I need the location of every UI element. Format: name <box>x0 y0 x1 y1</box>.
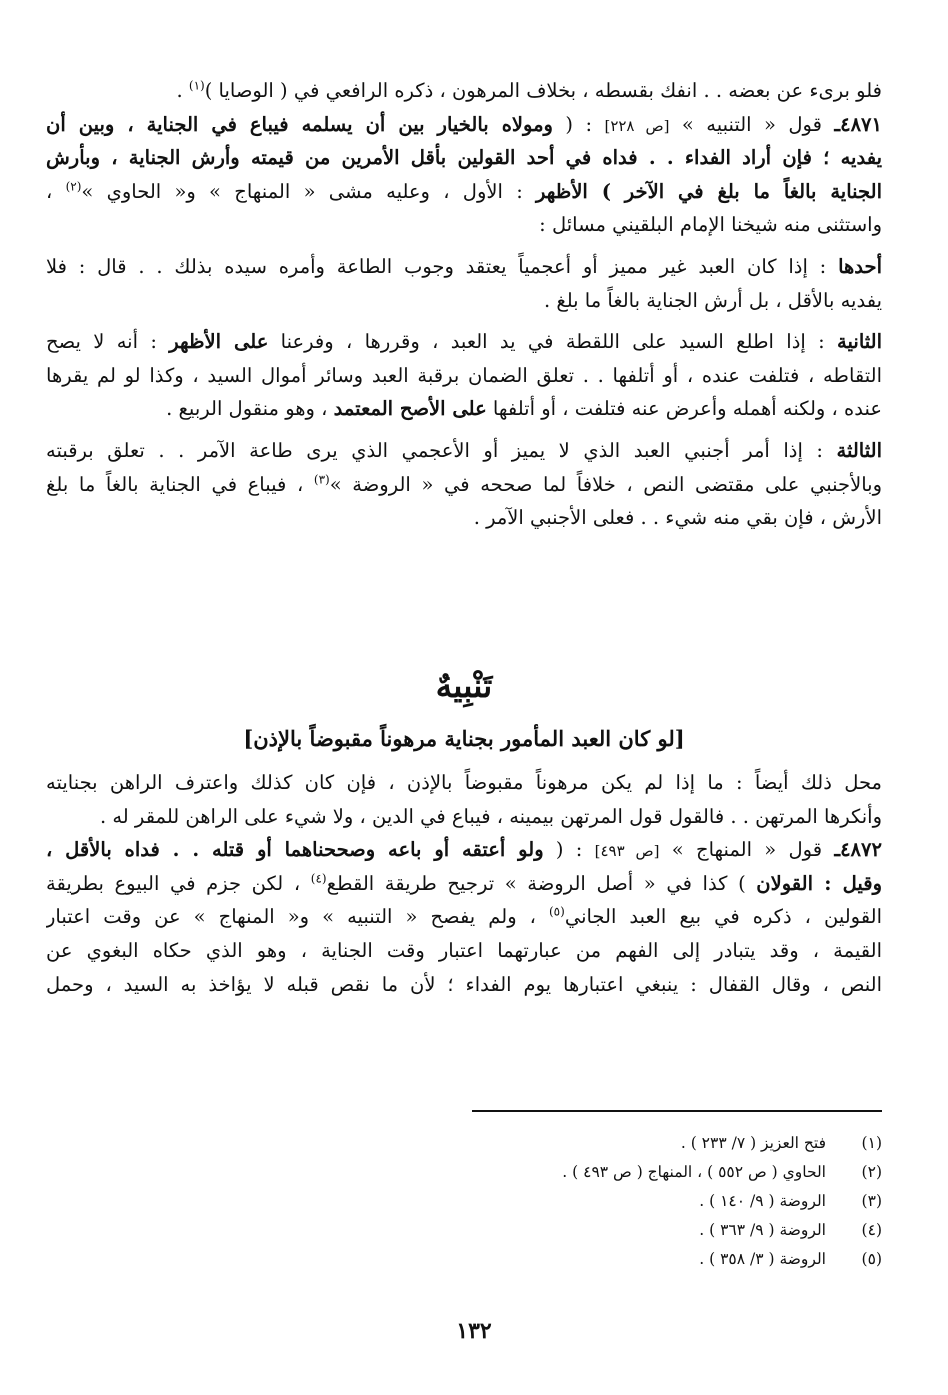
footnote-divider <box>472 1110 882 1112</box>
footnote-number: (١) <box>861 1133 882 1152</box>
footnote <box>300 1186 882 1215</box>
page-reference: [ص ٢٢٨] <box>604 116 670 135</box>
section-subheading: [لو كان العبد المأمور بجناية مرهوناً مقبوضاً بالإذن] <box>243 726 685 751</box>
paragraph-line: وبالأجنبي على مقتضى النص ، خلافاً لما صححه في « الروضة »$^{(٣)}$ ، فيباع في الجناية بالغاً ما بلغ <box>46 472 882 496</box>
paragraph-line: التقاطه ، فتلفت عنده ، أو أتلفها . . تعلق الضمان برقبة العبد وسائر أموال السيد ، وكذا لو لم يقرها <box>46 363 882 387</box>
page-number: ١٣٢ <box>456 1318 492 1344</box>
paragraph-line: يفديه بالأقل ، بل أرش الجناية بالغاً ما بلغ . <box>543 288 882 312</box>
footnote-text: الحاوي ( ص ٥٥٢ ) ، المنهاج ( ص ٤٩٣ ) . <box>562 1162 826 1181</box>
paragraph-line: واستثنى منه شيخنا الإمام البلقيني مسائل : <box>539 213 882 237</box>
footnote-ref[interactable]: (١) <box>188 78 205 93</box>
footnote-text: الروضة ( ٣/ ٣٥٨ ) . <box>699 1249 826 1268</box>
footnote-ref[interactable]: (٤) <box>310 871 327 886</box>
page-reference: [ص ٤٩٣] <box>594 842 660 861</box>
footnote <box>300 1157 882 1186</box>
footnote-ref[interactable]: (٥) <box>548 904 565 919</box>
paragraph-line: وقيل : القولان ) كذا في « أصل الروضة » ترجيح طريقة القطع$^{(٤)}$ ، لكن جزم في البيوع بطريقة <box>46 871 882 895</box>
footnote-ref[interactable]: (٢) <box>65 179 82 194</box>
footnote-number: (٣) <box>861 1191 882 1210</box>
paragraph-line: محل ذلك أيضاً : ما إذا لم يكن مرهوناً مقبوضاً بالإذن ، فإن كان كذلك واعترف الراهن بجنايته <box>46 771 882 794</box>
paragraph-line: الثانية : إذا اطلع السيد على اللقطة في يد العبد ، وقررها ، وفرعنا على الأظهر : أنه لا يصح <box>46 330 882 354</box>
paragraph-line: فلو برىء عن بعضه . . انفك بقسطه ، بخلاف المرهون ، ذكره الرافعي في ( الوصايا )$^{(١)}$ . <box>176 78 882 102</box>
paragraph-line: وأنكرها المرتهن . . فالقول قول المرتهن بيمينه ، فيباع في الدين ، ولا شيء على الراهن للمقر له . <box>99 804 882 828</box>
footnote <box>300 1244 882 1273</box>
paragraph-line: عنده ، ولكنه أهمله وأعرض عنه فتلفت ، أو أتلفها على الأصح المعتمد ، وهو منقول الربيع . <box>166 397 882 421</box>
footnote-text: الروضة ( ٩/ ٣٦٣ ) . <box>699 1220 826 1239</box>
paragraph-line: أحدها : إذا كان العبد غير مميز أو أعجمياً يعتقد وجوب الطاعة وأمره سيده بذلك . . قال : فلا <box>46 254 882 278</box>
paragraph-line: ٤٨٧٢ـ قول « المنهاج » [ص ٤٩٣] : ( ولو أعتقه أو باعه وصححناهما أو قتله . . فداه بالأقل ، <box>46 838 882 862</box>
issue-number: ٤٨٧٢ـ <box>834 838 882 862</box>
footnotes <box>300 1128 882 1273</box>
main-text-block <box>46 74 882 535</box>
paragraph-line: يفديه ؛ فإن أراد الفداء . . فداه في أحد القولين بأقل الأمرين من قيمته وأرش الجناية ، وبأرش <box>46 146 882 170</box>
footnote-ref[interactable]: (٣) <box>313 472 330 487</box>
footnote-text: الروضة ( ٩/ ١٤٠ ) . <box>699 1191 826 1210</box>
footnote-number: (٤) <box>861 1220 882 1239</box>
footnote-number: (٥) <box>861 1249 882 1268</box>
footnote-number: (٢) <box>861 1162 882 1181</box>
paragraph-line: القيمة ، وقد يتبادر إلى الفهم من عبارتهما اعتبار وقت الجناية ، وهو الذي حكاه البغوي عن <box>46 938 882 962</box>
issue-number: ٤٨٧١ـ <box>834 112 882 136</box>
footnote <box>300 1128 882 1157</box>
section-text-block <box>46 766 882 1001</box>
paragraph-line: الأرش ، فإن بقي منه شيء . . فعلى الأجنبي الآمر . <box>473 506 882 530</box>
paragraph-line: النص ، وقال القفال : ينبغي اعتبارها يوم الفداء ؛ لأن ما نقص قبله لا يؤاخذ به السيد ، وحمل <box>46 972 882 996</box>
footnote-text: فتح العزيز ( ٧/ ٢٣٣ ) . <box>680 1133 826 1152</box>
paragraph-line: القولين ، ذكره في بيع العبد الجاني$^{(٥)}$ ، ولم يفصح « التنبيه » و« المنهاج » عن وقت اعتبار <box>46 904 882 929</box>
case-label: أحدها <box>838 254 882 278</box>
paragraph-line: الثالثة : إذا أمر أجنبي العبد الذي لا يميز أو الأعجمي الذي يرى طاعة الآمر . . تعلق برقبته <box>46 438 882 462</box>
paragraph-line: الجناية بالغاً ما بلغ في الآخر ) الأظهر : الأول ، وعليه مشى « المنهاج » و« الحاوي »$^{(٢)}$ ، <box>46 179 882 203</box>
tanbih-heading: تَنْبِيهٌ <box>435 666 493 705</box>
paragraph-line: ٤٨٧١ـ قول « التنبيه » [ص ٢٢٨] : ( ومولاه بالخيار بين أن يسلمه فيباع في الجناية ، وبين أن <box>46 112 882 136</box>
case-label: الثانية <box>837 330 882 354</box>
footnote <box>300 1215 882 1244</box>
case-label: الثالثة <box>836 438 882 462</box>
